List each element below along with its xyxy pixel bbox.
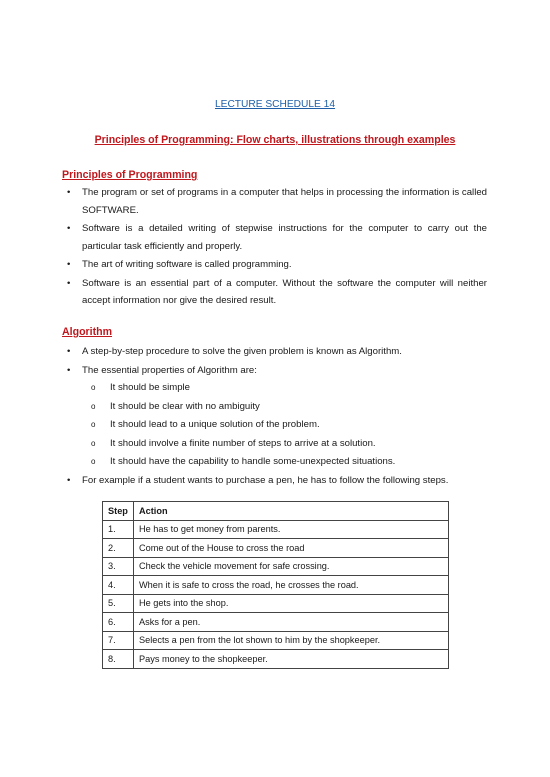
step-action: Check the vehicle movement for safe crossing. bbox=[134, 557, 449, 576]
list-item: • The essential properties of Algorithm are: o It should be simple o It should be clear with no ambiguity o It should lead to a unique solution of the problem. o It should involve a finite number of steps to arrive at a solution. o It should have the capability to handle some-unexpected situations. bbox=[62, 362, 487, 471]
lecture-title: Principles of Programming: Flow charts, illustrations through examples bbox=[94, 134, 456, 146]
list-item: o It should be simple bbox=[82, 379, 487, 397]
algorithm-list bbox=[62, 343, 487, 490]
properties-list bbox=[82, 379, 487, 471]
step-action: He gets into the shop. bbox=[134, 594, 449, 613]
table-row bbox=[103, 650, 449, 669]
step-action: Pays money to the shopkeeper. bbox=[134, 650, 449, 669]
column-header-step: Step bbox=[103, 502, 134, 521]
principles-heading: Principles of Programming bbox=[62, 169, 198, 181]
list-item: • Software is a detailed writing of stepwise instructions for the computer to carry out the particular task efficiently and properly. bbox=[62, 220, 487, 255]
column-header-action: Action bbox=[134, 502, 449, 521]
table-row bbox=[103, 539, 449, 558]
bullet-icon: • bbox=[67, 346, 71, 357]
table-row bbox=[103, 557, 449, 576]
circle-bullet-icon: o bbox=[91, 401, 96, 411]
circle-bullet-icon: o bbox=[91, 438, 96, 448]
step-number: 8. bbox=[103, 650, 134, 669]
bullet-icon: • bbox=[67, 277, 71, 289]
step-number: 5. bbox=[103, 594, 134, 613]
list-item: • The art of writing software is called programming. bbox=[62, 256, 487, 274]
algorithm-heading: Algorithm bbox=[62, 326, 113, 338]
bullet-icon: • bbox=[67, 364, 71, 376]
principles-list bbox=[62, 184, 487, 311]
step-action: Selects a pen from the lot shown to him by the shopkeeper. bbox=[134, 631, 449, 650]
table-row bbox=[103, 520, 449, 539]
list-item: • Software is an essential part of a computer. Without the software the computer will neither accept information nor give the desired result. bbox=[62, 275, 487, 310]
table-row bbox=[103, 613, 449, 632]
bullet-icon: • bbox=[67, 187, 71, 198]
bullet-icon: • bbox=[67, 474, 71, 486]
table-row bbox=[103, 631, 449, 650]
circle-bullet-icon: o bbox=[91, 457, 96, 466]
list-item: o It should be clear with no ambiguity bbox=[82, 398, 487, 416]
table-row bbox=[103, 576, 449, 595]
list-item: o It should involve a finite number of steps to arrive at a solution. bbox=[82, 435, 487, 453]
step-number: 3. bbox=[103, 557, 134, 576]
step-number: 4. bbox=[103, 576, 134, 595]
circle-bullet-icon: o bbox=[91, 383, 96, 392]
bullet-icon: • bbox=[67, 223, 71, 234]
steps-table bbox=[102, 501, 449, 669]
list-item: o It should lead to a unique solution of the problem. bbox=[82, 416, 487, 434]
step-number: 6. bbox=[103, 613, 134, 632]
step-action: Come out of the House to cross the road bbox=[134, 539, 449, 558]
table-row bbox=[103, 594, 449, 613]
list-item: o It should have the capability to handle some-unexpected situations. bbox=[82, 453, 487, 471]
step-action: When it is safe to cross the road, he crosses the road. bbox=[134, 576, 449, 595]
lecture-schedule-heading: LECTURE SCHEDULE 14 bbox=[214, 99, 336, 110]
bullet-icon: • bbox=[67, 259, 71, 270]
list-item: • The program or set of programs in a computer that helps in processing the information is called SOFTWARE. bbox=[62, 184, 487, 219]
step-number: 1. bbox=[103, 520, 134, 539]
step-number: 7. bbox=[103, 631, 134, 650]
step-number: 2. bbox=[103, 539, 134, 558]
step-action: Asks for a pen. bbox=[134, 613, 449, 632]
table-header-row bbox=[103, 502, 449, 521]
circle-bullet-icon: o bbox=[91, 420, 96, 429]
list-item: • A step-by-step procedure to solve the given problem is known as Algorithm. bbox=[62, 343, 487, 361]
step-action: He has to get money from parents. bbox=[134, 520, 449, 539]
list-item: • For example if a student wants to purchase a pen, he has to follow the following steps. bbox=[62, 472, 487, 490]
